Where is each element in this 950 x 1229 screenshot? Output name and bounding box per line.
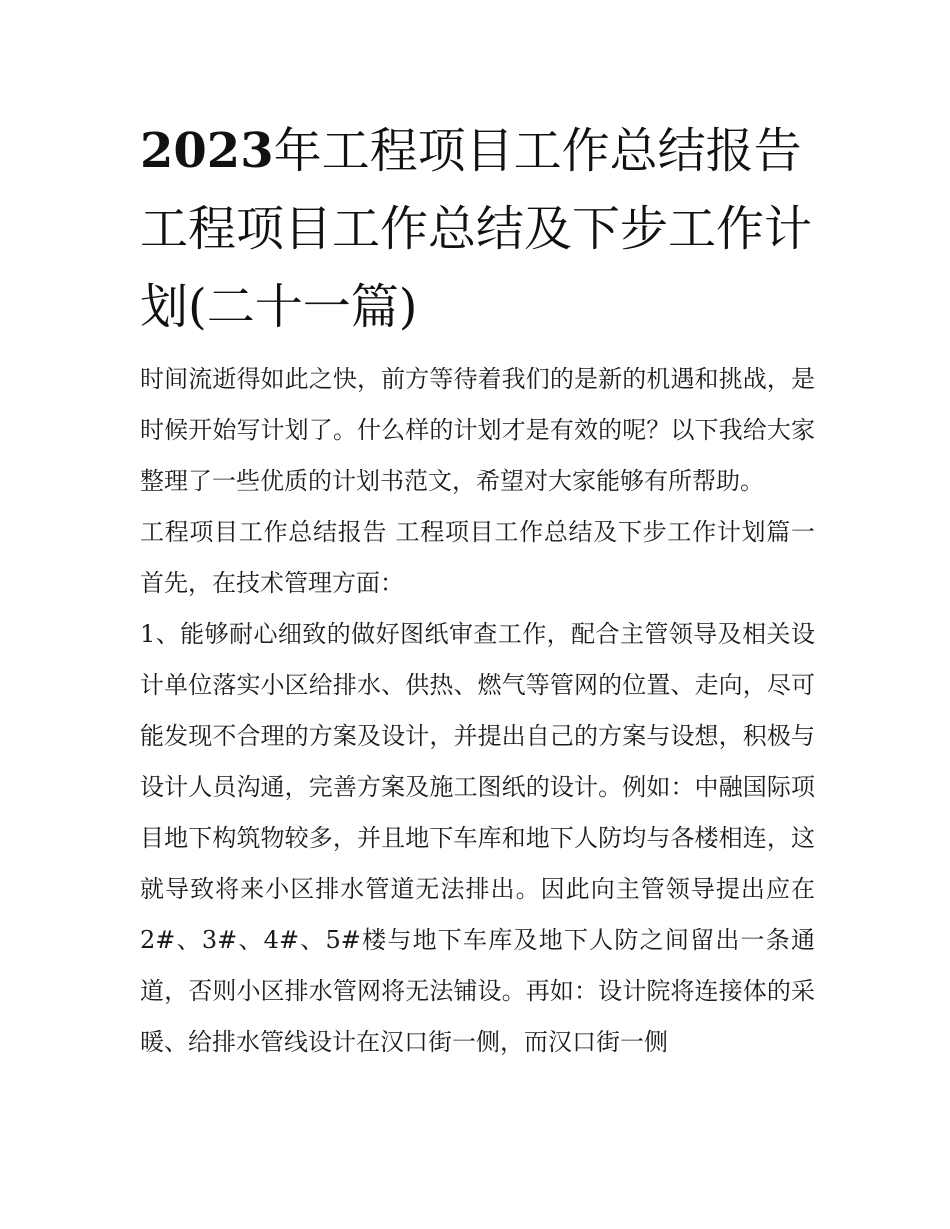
title-year: 2023: [140, 123, 274, 179]
item-1-paragraph: 1、能够耐心细致的做好图纸审查工作，配合主管领导及相关设计单位落实小区给排水、供热、燃气等管网的位置、走向，尽可能发现不合理的方案及设计，并提出自己的方案与设想，积极与设计人员沟通，完善方案及施工图纸的设计。例如：中融国际项目地下构筑物较多，并且地下车库和地下人防均与各楼相连，这就导致将来小区排水管道无法排出。因此向主管领导提出应在2#、3#、4#、5#楼与地下车库及地下人防之间留出一条通道，否则小区排水管网将无法铺设。再如：设计院将连接体的采暖、给排水管线设计在汉口街一侧，而汉口街一侧: [140, 620, 815, 1056]
title-text: 年工程项目工作总结报告工程项目工作总结及下步工作计划(二十一篇): [140, 123, 813, 335]
document-title: [140, 112, 815, 346]
document-content: [140, 112, 815, 1068]
document-body: [140, 354, 815, 1068]
intro-paragraph: 时间流逝得如此之快，前方等待着我们的是新的机遇和挑战，是时候开始写计划了。什么样的计划才是有效的呢？以下我给大家整理了一些优质的计划书范文，希望对大家能够有所帮助。: [140, 365, 815, 495]
section-heading-paragraph: 工程项目工作总结报告 工程项目工作总结及下步工作计划篇一 首先，在技术管理方面：: [140, 518, 815, 597]
